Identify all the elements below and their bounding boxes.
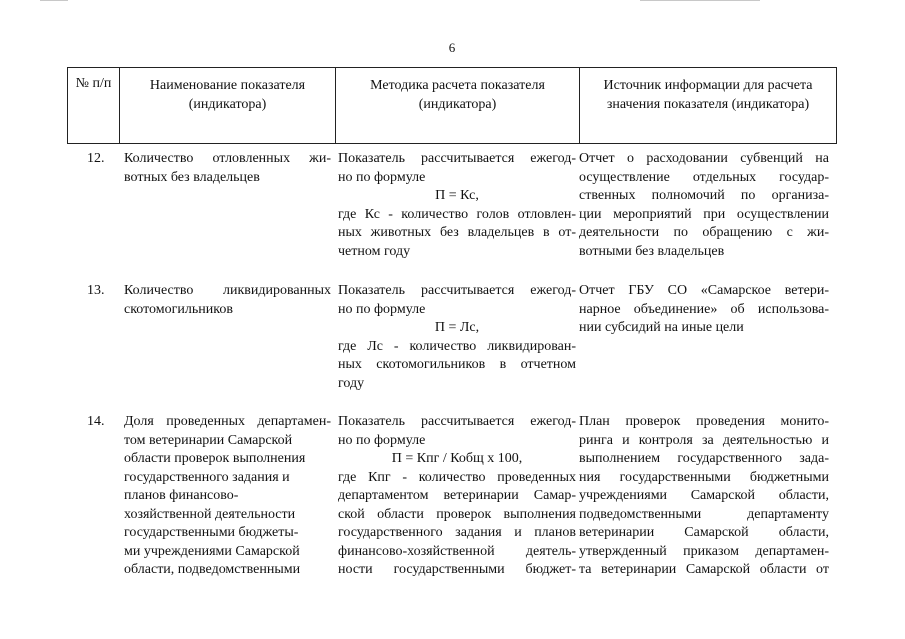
text-line: та ветеринарии Самарской области от xyxy=(579,562,829,577)
row-number: 14. xyxy=(87,414,105,429)
text-line: ных животных без владельцев в от- xyxy=(338,225,576,240)
information-source xyxy=(579,150,829,261)
text-line: План проверок проведения монито- xyxy=(579,414,829,429)
table-header xyxy=(67,67,837,144)
text-line: вотных без владельцев xyxy=(124,169,260,185)
text-line: осуществление отдельных государ- xyxy=(579,169,829,185)
indicator-name xyxy=(124,282,331,319)
text-line: Количество отловленных жи- xyxy=(124,151,331,166)
text-line: Количество ликвидированных xyxy=(124,283,331,298)
header-num: № п/п xyxy=(68,68,120,143)
text-line: утвержденный приказом департамен- xyxy=(579,543,829,559)
information-source xyxy=(579,282,829,338)
text-line: Отчет ГБУ СО «Самарское ветери- xyxy=(579,283,829,298)
text-line: Показатель рассчитывается ежегод- xyxy=(338,283,576,298)
text-line: ми учреждениями Самарской xyxy=(124,543,300,559)
text-line: подведомственными департаменту xyxy=(579,506,829,522)
formula: П = Лс, xyxy=(434,320,480,335)
row-number: 13. xyxy=(87,283,105,298)
row-number: 12. xyxy=(87,151,105,166)
text-line: году xyxy=(338,375,365,391)
text-line: деятельности по обращению с жи- xyxy=(579,225,829,240)
text-line: скотомогильников xyxy=(124,301,233,317)
text-line: но по формуле xyxy=(338,301,426,317)
text-line: Отчет о расходовании субвенций на xyxy=(579,151,829,166)
text-line: Показатель рассчитывается ежегод- xyxy=(338,151,576,166)
text-line: где Кс - количество голов отловлен- xyxy=(338,206,576,222)
text-line: финансово-хозяйственной деятель- xyxy=(338,543,576,559)
text-line: ных скотомогильников в отчетном xyxy=(338,357,576,372)
text-line: ности государственными бюджет- xyxy=(338,562,576,577)
text-line: учреждениями Самарской области, xyxy=(579,488,829,503)
text-line: государственного задания и планов xyxy=(338,525,576,540)
text-line: департаментом ветеринарии Самар- xyxy=(338,488,576,503)
formula: П = Кс, xyxy=(435,188,479,203)
text-line: ния государственными бюджетными xyxy=(579,469,829,485)
text-line: планов финансово- xyxy=(124,488,239,503)
calculation-method xyxy=(338,150,576,261)
text-line: том ветеринарии Самарской xyxy=(124,432,293,448)
calculation-method xyxy=(338,413,576,580)
text-line: нарное объединение» об использова- xyxy=(579,301,829,317)
text-line: но по формуле xyxy=(338,169,426,185)
text-line: вотными без владельцев xyxy=(579,243,725,259)
page-number: 6 xyxy=(448,40,456,55)
text-line: области проверок выполнения xyxy=(124,451,306,466)
text-line: ской области проверок выполнения xyxy=(338,506,576,522)
header-method: Методика расчета показателя (индикатора) xyxy=(336,68,580,143)
calculation-method xyxy=(338,282,576,393)
header-name: Наименование показателя (индикатора) xyxy=(120,68,336,143)
text-line: Доля проведенных департамен- xyxy=(124,414,331,429)
text-line: выполнением государственного зада- xyxy=(579,451,829,466)
indicator-name xyxy=(124,150,331,187)
text-line: где Кпг - количество проведенных xyxy=(338,469,576,485)
scan-artifact-top-right xyxy=(640,0,760,1)
header-source: Источник информации для расчета значения показателя (индикатора) xyxy=(603,78,813,112)
scan-artifact-top xyxy=(40,0,68,1)
text-line: области, подведомственными xyxy=(124,562,301,577)
text-line: нии субсидий на иные цели xyxy=(579,320,744,335)
text-line: государственными бюджеты- xyxy=(124,525,299,540)
text-line: ственных полномочий по организа- xyxy=(579,188,829,203)
text-line: но по формуле xyxy=(338,432,426,448)
text-line: Показатель рассчитывается ежегод- xyxy=(338,414,576,429)
text-line: государственного задания и xyxy=(124,469,290,485)
indicator-name xyxy=(124,413,331,580)
text-line: ции мероприятий при осуществлении xyxy=(579,206,829,222)
text-line: ветеринарии Самарской области, xyxy=(579,525,829,540)
text-line: ринга и контроля за деятельностью и xyxy=(579,432,829,448)
text-line: четном году xyxy=(338,243,411,259)
information-source xyxy=(579,413,829,580)
formula: П = Кпг / Кобщ x 100, xyxy=(391,451,523,466)
text-line: хозяйственной деятельности xyxy=(124,506,296,522)
text-line: где Лс - количество ликвидирован- xyxy=(338,338,576,354)
